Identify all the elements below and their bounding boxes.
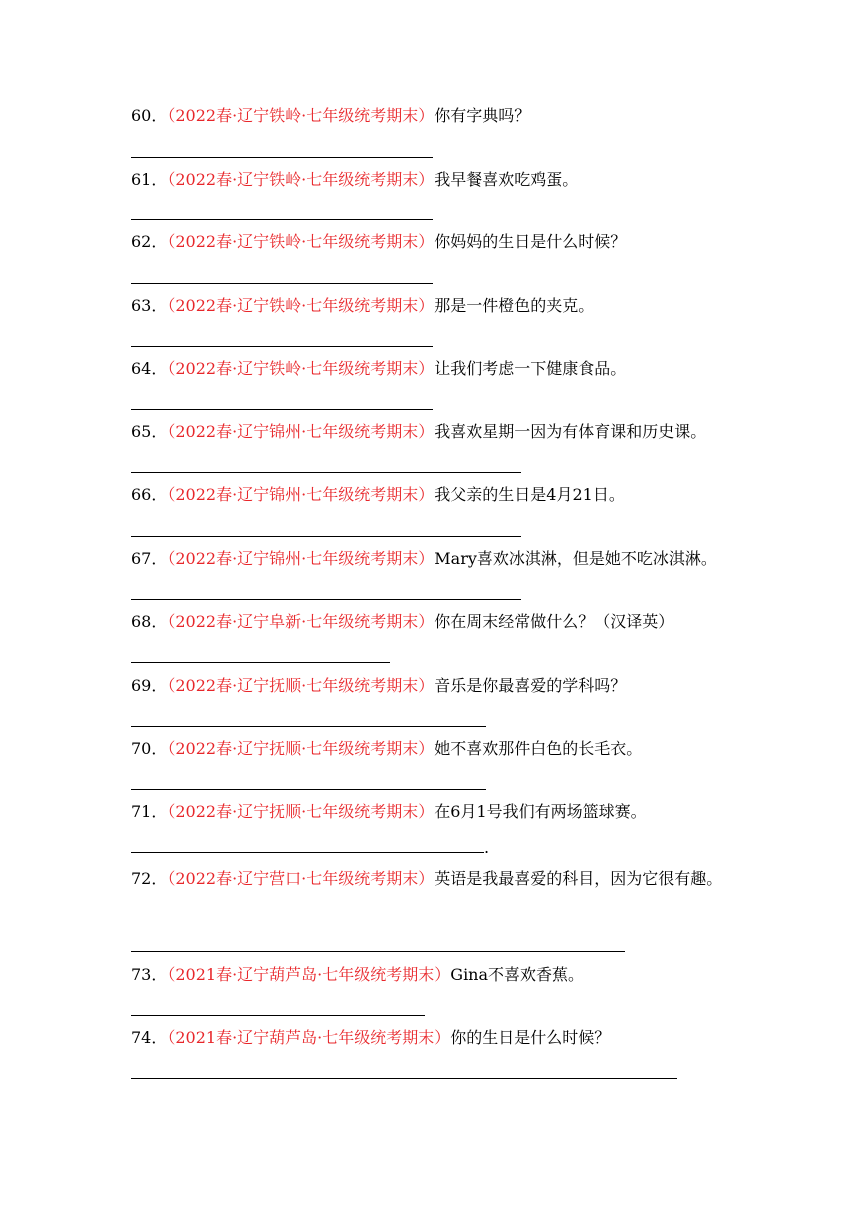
answer-line-72[interactable]: [131, 951, 625, 952]
answer-line-74[interactable]: [131, 1078, 677, 1079]
question-source: （2022春·辽宁锦州·七年级统考期末）: [167, 485, 435, 504]
question-73: [131, 959, 741, 990]
question-text: Gina不喜欢香蕉。: [450, 965, 585, 984]
question-number: 67．: [131, 549, 168, 568]
question-source: （2022春·辽宁铁岭·七年级统考期末）: [167, 106, 435, 125]
question-text: 你有字典吗？: [434, 106, 531, 125]
question-text: Mary喜欢冰淇淋，但是她不吃冰淇淋。: [434, 549, 717, 568]
answer-line-64[interactable]: [131, 409, 433, 410]
question-source: （2022春·辽宁铁岭·七年级统考期末）: [167, 296, 435, 315]
question-number: 66．: [131, 485, 168, 504]
answer-line-66[interactable]: [131, 536, 521, 537]
question-61: [131, 164, 741, 195]
answer-line-68[interactable]: [131, 662, 390, 663]
question-source: （2022春·辽宁阜新·七年级统考期末）: [167, 612, 435, 631]
question-67: [131, 543, 741, 574]
question-text: 在6月1号我们有两场篮球赛。: [434, 802, 647, 821]
question-source: （2022春·辽宁锦州·七年级统考期末）: [167, 549, 435, 568]
question-62: [131, 226, 741, 257]
question-text: 我早餐喜欢吃鸡蛋。: [434, 170, 579, 189]
answer-period: .: [484, 838, 490, 857]
question-71: [131, 796, 741, 827]
question-number: 62．: [131, 232, 168, 251]
question-number: 60．: [131, 106, 168, 125]
question-number: 68．: [131, 612, 168, 631]
answer-line-70[interactable]: [131, 789, 486, 790]
question-text: 她不喜欢那件白色的长毛衣。: [434, 739, 643, 758]
question-number: 71．: [131, 802, 168, 821]
question-source: （2021春·辽宁葫芦岛·七年级统考期末）: [167, 965, 451, 984]
question-number: 64．: [131, 359, 168, 378]
question-source: （2022春·辽宁抚顺·七年级统考期末）: [167, 739, 435, 758]
question-68: [131, 606, 741, 637]
question-66: [131, 479, 741, 510]
question-text: 那是一件橙色的夹克。: [434, 296, 595, 315]
question-text: 让我们考虑一下健康食品。: [434, 359, 627, 378]
answer-line-67[interactable]: [131, 599, 521, 600]
question-number: 65．: [131, 422, 168, 441]
question-70: [131, 733, 741, 764]
question-text: 音乐是你最喜爱的学科吗？: [434, 676, 627, 695]
question-69: [131, 670, 741, 701]
question-text: 英语是我最喜爱的科目，因为它很有趣。: [434, 869, 723, 888]
question-65: [131, 416, 741, 447]
question-source: （2022春·辽宁锦州·七年级统考期末）: [167, 422, 435, 441]
answer-line-62[interactable]: [131, 283, 433, 284]
answer-line-73[interactable]: [131, 1015, 425, 1016]
question-64: [131, 353, 741, 384]
question-source: （2022春·辽宁抚顺·七年级统考期末）: [167, 676, 435, 695]
answer-line-63[interactable]: [131, 346, 433, 347]
question-number: 73．: [131, 965, 168, 984]
answer-line-60[interactable]: [131, 157, 433, 158]
question-number: 74．: [131, 1028, 168, 1047]
question-source: （2022春·辽宁营口·七年级统考期末）: [167, 869, 435, 888]
question-text: 你妈妈的生日是什么时候？: [434, 232, 627, 251]
answer-line-61[interactable]: [131, 219, 433, 220]
question-number: 72．: [131, 869, 168, 888]
question-number: 70．: [131, 739, 168, 758]
answer-line-65[interactable]: [131, 472, 521, 473]
answer-line-69[interactable]: [131, 726, 486, 727]
question-text: 我父亲的生日是4月21日。: [434, 485, 625, 504]
question-source: （2022春·辽宁铁岭·七年级统考期末）: [167, 359, 435, 378]
question-63: [131, 290, 741, 321]
question-source: （2022春·辽宁铁岭·七年级统考期末）: [167, 170, 435, 189]
answer-line-71[interactable]: [131, 852, 484, 853]
question-text: 你在周末经常做什么？（汉译英）: [434, 612, 675, 631]
question-74: [131, 1022, 741, 1053]
question-source: （2022春·辽宁铁岭·七年级统考期末）: [167, 232, 435, 251]
question-72: [131, 863, 741, 895]
question-source: （2022春·辽宁抚顺·七年级统考期末）: [167, 802, 435, 821]
question-60: [131, 100, 741, 131]
question-text: 你的生日是什么时候？: [450, 1028, 611, 1047]
question-number: 61．: [131, 170, 168, 189]
question-source: （2021春·辽宁葫芦岛·七年级统考期末）: [167, 1028, 451, 1047]
question-number: 69．: [131, 676, 168, 695]
question-number: 63．: [131, 296, 168, 315]
question-text: 我喜欢星期一因为有体育课和历史课。: [434, 422, 707, 441]
